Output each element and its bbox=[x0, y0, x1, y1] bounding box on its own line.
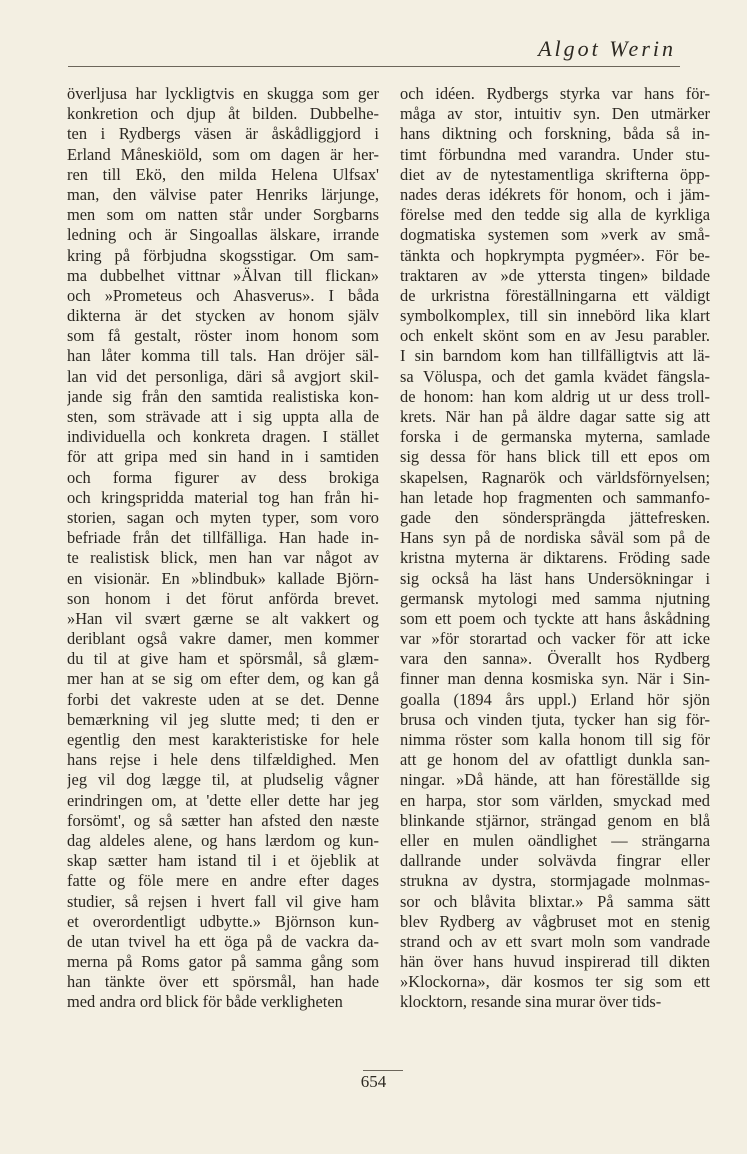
text-line: med andra ord blick för både verkligheten bbox=[67, 992, 343, 1012]
text-line: egentlig den mest karakteristiske for hele bbox=[67, 730, 379, 749]
text-line: ren till Ekö, den milda Helena Ulfsax' bbox=[67, 164, 379, 184]
text-line: ledning och är Singoallas älskare, irrande bbox=[67, 225, 379, 245]
text-line: förelse med den tedde sig alla de kyrkliga bbox=[400, 205, 710, 225]
text-line: erindringen om, at 'dette eller dette har jeg bbox=[67, 790, 379, 810]
text-line: och idéen. Rydbergs styrka var hans för- bbox=[400, 84, 710, 103]
text-line: son honom i det förut anförda brevet. bbox=[67, 588, 379, 608]
text-line: bemærkning vil jeg slutte med; ti den er bbox=[67, 709, 379, 729]
text-line: en visionär. En »blindbuk» kallade Björn- bbox=[67, 568, 379, 588]
text-line: timt förbundna med varandra. Under stu- bbox=[400, 144, 710, 164]
text-line: symbolkomplex, till sin innebörd lika klart bbox=[400, 306, 710, 326]
text-line: dikterna är det stycken av honom själv bbox=[67, 306, 379, 326]
page-number: 654 bbox=[360, 1072, 387, 1091]
text-line: hans diktning och forskning, båda så in- bbox=[400, 124, 710, 144]
text-line: gade den söndersprängda jättefresken. bbox=[400, 507, 710, 527]
text-line: diet av de nytestamentliga skrifterna öpp- bbox=[400, 164, 710, 184]
text-column-left bbox=[67, 84, 379, 1013]
text-line: finner man denna kosmiska syn. När i Sin- bbox=[400, 669, 710, 689]
text-line: brusa och vinden tjuta, tycker han sig för- bbox=[400, 709, 710, 729]
text-line: sor och blåvita blixtar.» På samma sätt bbox=[400, 891, 710, 911]
text-line: sa Völuspa, och det gamla kvädet fängsla- bbox=[400, 366, 710, 386]
text-line: eller en mulen oändlighet — strängarna bbox=[400, 830, 710, 850]
text-line: överljusa har lyckligtvis en skugga som ger bbox=[67, 84, 379, 103]
text-line: han tänkte över ett spörsmål, han hade bbox=[67, 972, 379, 992]
text-line: dag aldeles alene, og hans lærdom og kun- bbox=[67, 830, 379, 850]
text-line: lan vid det personliga, däri så avgjort skil- bbox=[67, 366, 379, 386]
text-line: han låter komma till tals. Han dröjer säl- bbox=[67, 346, 379, 366]
text-line: sten, som strävade att i sig uppta alla de bbox=[67, 407, 379, 426]
text-line: jeg vil dog lægge til, at pludselig vågner bbox=[67, 770, 379, 790]
text-line: och forma figurer av dess brokiga bbox=[67, 467, 379, 487]
text-line: deriblant også vakre damer, men kommer bbox=[67, 629, 379, 649]
text-line: forbi det vakreste uden at se det. Denne bbox=[67, 689, 379, 709]
text-line: nades deras idékrets för honom, och i jäm- bbox=[400, 184, 710, 204]
text-line: en harpa, stor som världen, smyckad med bbox=[400, 790, 710, 810]
text-line: men som om natten står under Sorgbarns bbox=[67, 205, 379, 225]
text-line: tänkta och hopkrympta pygméer». För be- bbox=[400, 245, 710, 265]
text-line: goalla (1894 års uppl.) Erland hör sjön bbox=[400, 689, 710, 709]
text-line: hans rejse i hele dens tilfældighed. Men bbox=[67, 750, 379, 770]
text-line: du til at give ham et spörsmål, så glæm- bbox=[67, 649, 379, 669]
text-line: och kringspridda material tog han från hi- bbox=[67, 487, 379, 507]
text-line: vara den sanna». Överallt hos Rydberg bbox=[400, 649, 710, 669]
text-line: traktaren av »de yttersta tingen» bildade bbox=[400, 265, 710, 285]
page-header bbox=[68, 36, 680, 67]
text-line: befriade från det tillfälliga. Han hade in- bbox=[67, 528, 379, 548]
text-line: Erland Måneskiöld, som om dagen är her- bbox=[67, 144, 379, 164]
text-line: Hans syn på de nordiska såväl som på de bbox=[400, 528, 710, 548]
text-line: forsömt', og så sætter han afsted den næste bbox=[67, 810, 379, 830]
text-line: måga av stor, intuitiv syn. Den utmärker bbox=[400, 104, 710, 124]
text-line: de urkristna föreställningarna ett väldigt bbox=[400, 285, 710, 305]
text-line: dogmatiska systemen som »verk av små- bbox=[400, 225, 710, 245]
text-line: sig också ha läst hans Undersökningar i bbox=[400, 568, 710, 588]
text-line: studier, så rejsen i hvert fall vil give ham bbox=[67, 891, 379, 911]
text-line: mer han at se sig om efter dem, og kan gå bbox=[67, 669, 379, 689]
text-line: I sin barndom kom han tillfälligtvis att lä- bbox=[400, 346, 710, 366]
text-line: merna på Roms gator på samma gång som bbox=[67, 952, 379, 972]
text-line: skap sætter ham istand til i et öjeblik at bbox=[67, 851, 379, 871]
text-line: germansk mytologi med samma njutning bbox=[400, 588, 710, 608]
text-line: som ett poem och tyckte att hans åskådning bbox=[400, 608, 710, 628]
text-line: de honom: han kom aldrig ut ur dess troll- bbox=[400, 386, 710, 406]
text-line: forska i de germanska myterna, samlade bbox=[400, 427, 710, 447]
text-line: sig dessa för hans blick till ett epos om bbox=[400, 447, 710, 467]
text-line: hän över hans huvud inspirerad till dikten bbox=[400, 952, 710, 972]
text-line: dallrande under solvävda fingrar eller bbox=[400, 851, 710, 871]
text-line: skapelsen, Ragnarök och världsförnyelsen; bbox=[400, 467, 710, 487]
text-line: jande sig från den samtida realistiska kon- bbox=[67, 386, 379, 406]
text-line: kring på förbjudna skogsstigar. Om sam- bbox=[67, 245, 379, 265]
text-line: var »för storartad och vacker för att icke bbox=[400, 629, 710, 649]
text-line: blev Rydberg av vågbruset mot en stenig bbox=[400, 911, 710, 931]
text-line: ma dubbelhet vittnar »Älvan till flickan» bbox=[67, 265, 379, 285]
running-head: Algot Werin bbox=[538, 36, 676, 61]
text-line: storien, sagan och myten typer, som voro bbox=[67, 507, 379, 527]
text-line: som få gestalt, röster inom honom som bbox=[67, 326, 379, 346]
text-line: individuella och konkreta dragen. I stället bbox=[67, 427, 379, 447]
text-line: och »Prometeus och Ahasverus». I båda bbox=[67, 285, 379, 305]
text-line: te realistisk blick, men han var något av bbox=[67, 548, 379, 568]
text-column-right bbox=[400, 84, 710, 1013]
text-line: blinkande stjärnor, strängad genom en blå bbox=[400, 810, 710, 830]
text-line: för att gripa med sin hand in i samtiden bbox=[67, 447, 379, 467]
text-line: fatte og föle mere en andre efter dages bbox=[67, 871, 379, 891]
text-line: man, den välvise pater Henriks lärjunge, bbox=[67, 184, 379, 204]
text-line: de utan tvivel ha ett öga på de vackra da- bbox=[67, 931, 379, 951]
text-line: konkretion och djup åt bilden. Dubbelhe- bbox=[67, 104, 379, 124]
text-line: »Han vil svært gærne se alt vakkert og bbox=[67, 608, 379, 628]
text-line: kristna myterna är diktarens. Fröding sade bbox=[400, 548, 710, 568]
text-line: et overordentligt udbytte.» Björnson kun- bbox=[67, 911, 379, 931]
text-line: ten i Rydbergs väsen är åskådliggjord i bbox=[67, 124, 379, 144]
text-line: strukna av dystra, stormjagade molnmas- bbox=[400, 871, 710, 891]
text-line: krets. När han på äldre dagar satte sig att bbox=[400, 407, 710, 426]
text-line: ningar. »Då hände, att han föreställde sig bbox=[400, 770, 710, 790]
text-line: att ge honom del av ofattligt dunkla san- bbox=[400, 750, 710, 770]
text-line: nimma röster som kalla honom till sig för bbox=[400, 730, 710, 749]
text-line: han letade hop fragmenten och sammanfo- bbox=[400, 487, 710, 507]
text-line: klocktorn, resande sina murar över tids- bbox=[400, 992, 662, 1012]
folio-rule bbox=[363, 1070, 403, 1071]
text-line: och enkelt skönt som en av Jesu parabler. bbox=[400, 326, 710, 346]
text-line: strand och av ett svart moln som vandrade bbox=[400, 931, 710, 951]
text-line: »Klockorna», där kosmos ter sig som ett bbox=[400, 972, 710, 992]
